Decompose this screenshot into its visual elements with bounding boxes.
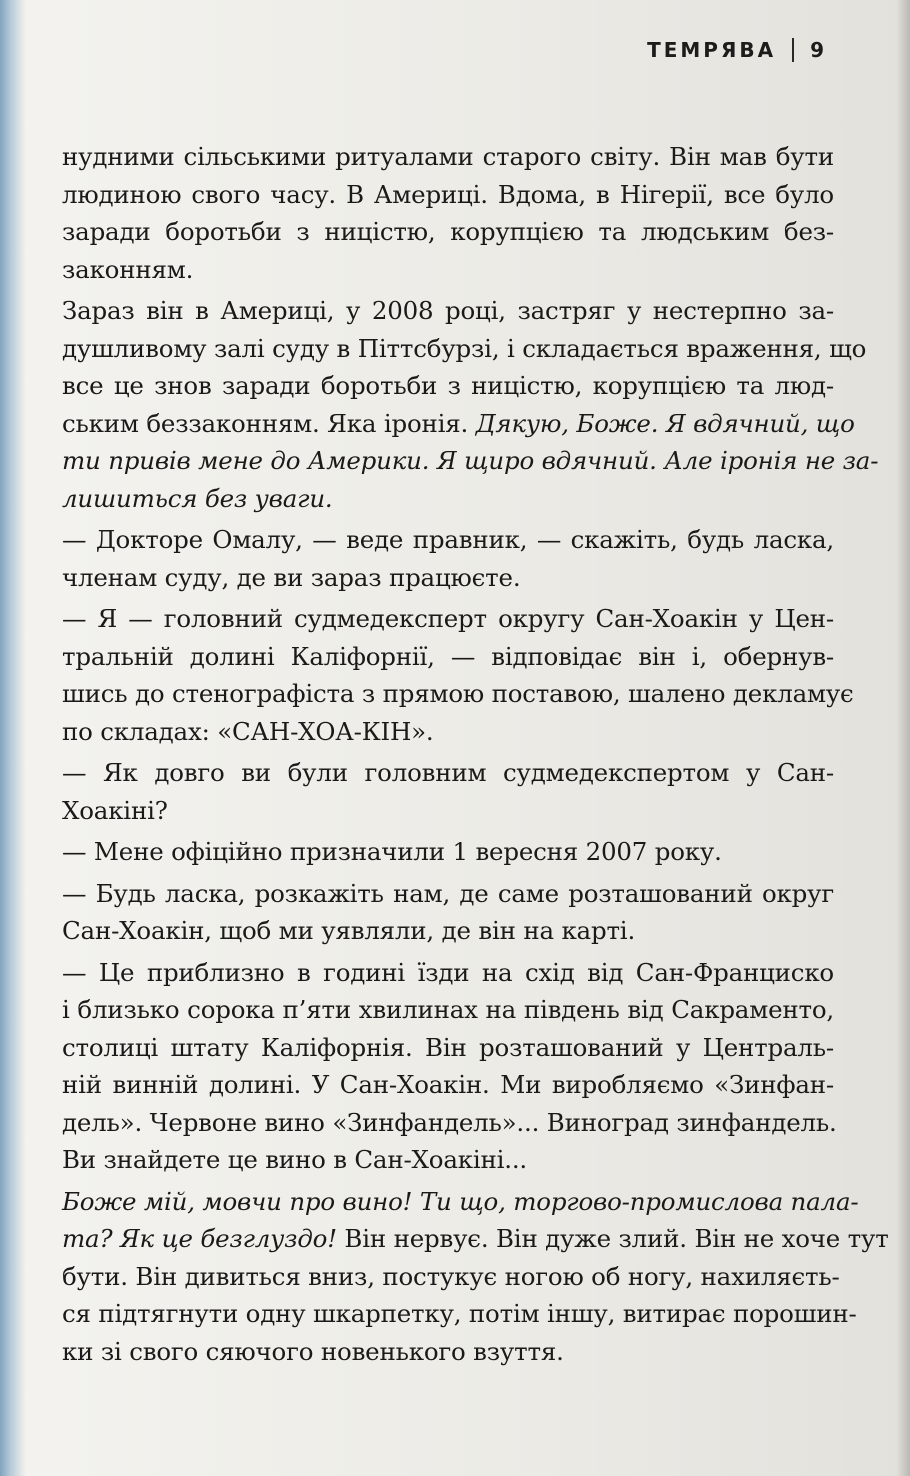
running-header	[647, 38, 824, 62]
italic-text-segment: Боже мій, мовчи про вино! Ти що, торгово-промислова пала-	[62, 1186, 859, 1216]
text-segment: ським беззаконням. Яка іронія.	[62, 408, 476, 438]
text-line	[62, 292, 834, 330]
text-line	[62, 213, 834, 251]
text-segment: і близько сорока п’яти хвилинах на південь від Сакраменто,	[62, 995, 834, 1024]
text-segment: ки зі свого сяючого новенького взуття.	[62, 1336, 564, 1366]
text-segment: все це знов заради боротьби з ницістю, корупцією та люд-	[62, 371, 834, 400]
text-line	[62, 713, 834, 751]
text-segment: нудними сільськими ритуалами старого світу. Він мав бути	[62, 142, 834, 171]
text-line	[62, 1220, 889, 1258]
text-line	[62, 1295, 857, 1333]
text-line	[62, 251, 834, 289]
text-line	[62, 1258, 840, 1296]
text-line	[62, 1066, 834, 1104]
text-segment: людиною свого часу. В Америці. Вдома, в Нігерії, все було	[62, 179, 834, 209]
text-line	[62, 754, 834, 792]
text-segment: — Це приблизно в годині їзди на схід від Сан-Франциско	[62, 957, 834, 987]
text-line	[62, 675, 854, 713]
italic-text-segment: Дякую, Боже. Я вдячний, що	[475, 408, 855, 438]
text-segment: — Я — головний судмедексперт округу Сан-Хоакін у Цен-	[62, 604, 834, 633]
text-segment: заради боротьби з ницістю, корупцією та людським без-	[62, 217, 834, 246]
italic-text-segment: ти привів мене до Америки. Я щиро вдячний. Але іронія не за-	[62, 446, 879, 475]
running-title: ТЕМРЯВА	[647, 38, 777, 62]
text-segment: Зараз він в Америці, у 2008 році, застряг у нестерпно за-	[62, 296, 834, 325]
text-line	[62, 330, 867, 368]
text-line	[62, 1029, 834, 1067]
text-line	[62, 1141, 834, 1179]
text-segment: ся підтягнути одну шкарпетку, потім іншу, витирає порошин-	[62, 1299, 857, 1328]
text-segment: — Будь ласка, розкажіть нам, де саме розташований округ	[62, 878, 834, 908]
text-line	[62, 600, 834, 638]
header-separator	[792, 38, 794, 62]
text-segment: Хоакіні?	[62, 795, 168, 825]
text-segment: Ви знайдете це вино в Сан-Хоакіні...	[62, 1145, 528, 1174]
page-number: 9	[810, 38, 824, 62]
text-segment: ній винній долині. У Сан-Хоакін. Ми виробляємо «Зинфан-	[62, 1070, 834, 1099]
text-segment: по складах: «САН-ХОА-КІН».	[62, 716, 434, 746]
text-line	[62, 405, 855, 443]
text-segment: — Як довго ви були головним судмедекспертом у Сан-	[62, 758, 834, 787]
text-line	[62, 875, 834, 913]
text-line	[62, 1333, 834, 1371]
text-line	[62, 559, 834, 597]
text-line	[62, 138, 834, 176]
text-segment: — Мене офіційно призначили 1 вересня 2007 року.	[62, 837, 722, 866]
text-line	[62, 521, 834, 559]
spine-shadow	[0, 0, 26, 1476]
text-segment: Він нервує. Він дуже злий. Він не хоче тут	[336, 1224, 889, 1253]
text-segment: шись до стенографіста з прямою поставою, шалено декламує	[62, 679, 854, 708]
text-segment: столиці штату Каліфорнія. Він розташований у Централь-	[62, 1032, 834, 1062]
text-line	[62, 480, 834, 518]
italic-text-segment: та? Як це безглуздо!	[62, 1224, 337, 1253]
text-line	[62, 792, 834, 830]
page-edge-shadow	[896, 0, 910, 1476]
text-line	[62, 442, 879, 480]
text-segment: Сан-Хоакін, щоб ми уявляли, де він на карті.	[62, 916, 636, 945]
text-segment: тральній долині Каліфорнії, — відповідає він і, обернув-	[62, 641, 834, 671]
text-segment: законням.	[62, 254, 194, 284]
text-line	[62, 1183, 859, 1221]
text-line	[62, 833, 834, 871]
text-line	[62, 638, 834, 676]
text-line	[62, 1104, 837, 1142]
body-text	[62, 138, 889, 1370]
text-segment: — Докторе Омалу, — веде правник, — скажіть, будь ласка,	[62, 525, 834, 554]
text-segment: дель». Червоне вино «Зинфандель»... Виноград зинфандель.	[62, 1107, 837, 1137]
text-line	[62, 176, 834, 214]
text-segment: душливому залі суду в Піттсбурзі, і складається враження, що	[62, 333, 867, 363]
text-line	[62, 367, 834, 405]
text-line	[62, 912, 834, 950]
text-segment: членам суду, де ви зараз працюєте.	[62, 562, 521, 592]
text-line	[62, 954, 834, 992]
italic-text-segment: лишиться без уваги.	[62, 483, 333, 513]
text-line	[62, 991, 834, 1029]
text-segment: бути. Він дивиться вниз, постукує ногою об ногу, нахиляєть-	[62, 1261, 840, 1291]
